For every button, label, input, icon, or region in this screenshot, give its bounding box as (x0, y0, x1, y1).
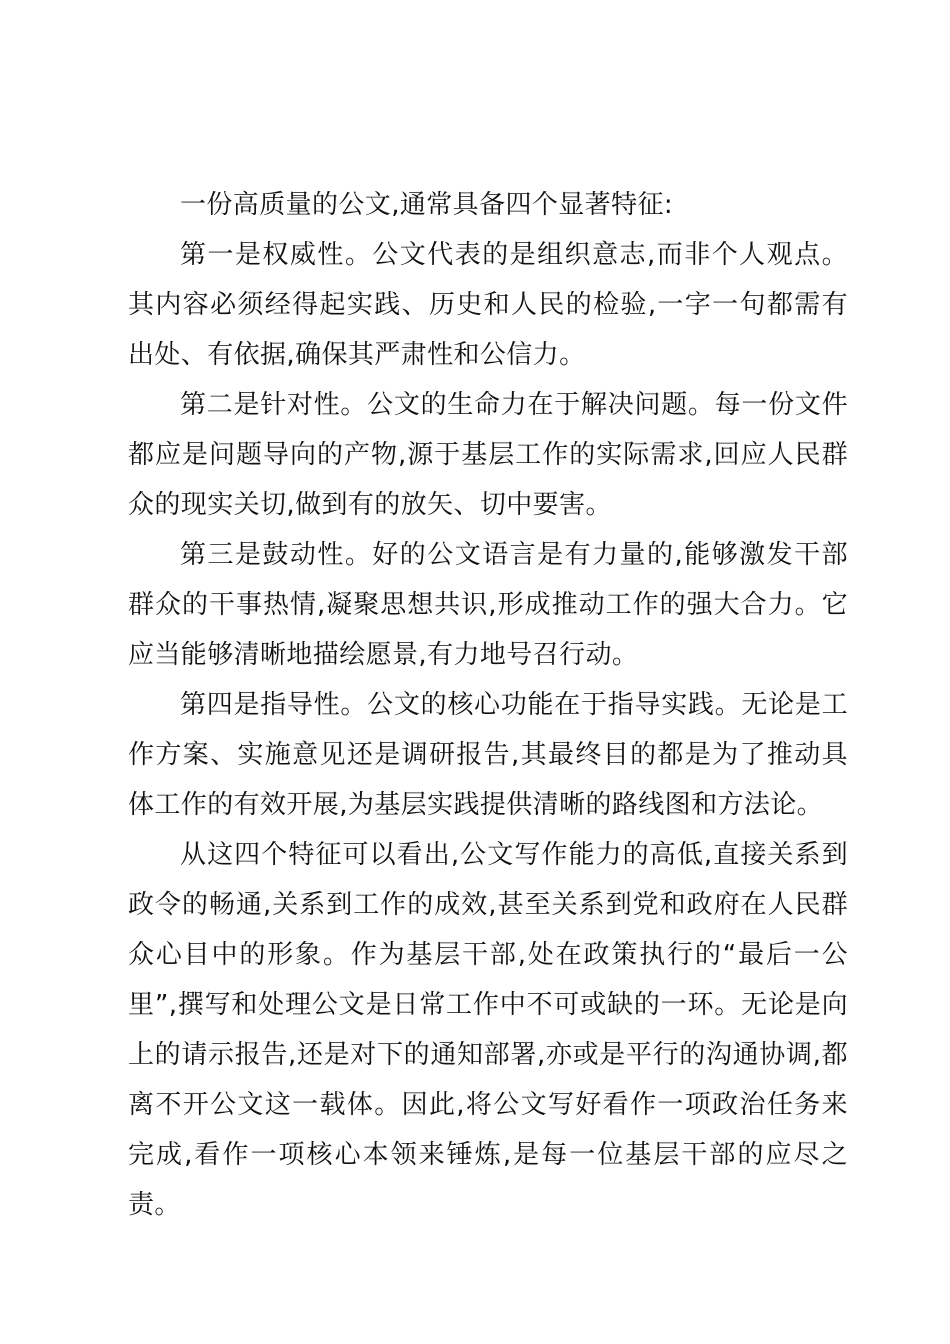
paragraph-pertinence: 第二是针对性。公文的生命力在于解决问题。每一份文件都应是问题导向的产物,源于基层工作的实际需求,回应人民群众的现实关切,做到有的放矢、切中要害。 (128, 390, 848, 520)
document-body (128, 180, 848, 1230)
paragraph-conclusion: 从这四个特征可以看出,公文写作能力的高低,直接关系到政令的畅通,关系到工作的成效,甚至关系到党和政府在人民群众心目中的形象。作为基层干部,处在政策执行的“最后一公里”,撰写和处理公文是日常工作中不可或缺的一环。无论是向上的请示报告,还是对下的通知部署,亦或是平行的沟通协调,都离不开公文这一载体。因此,将公文写好看作一项政治任务来完成,看作一项核心本领来锤炼,是每一位基层干部的应尽之责。 (128, 840, 848, 1220)
paragraph-guidance: 第四是指导性。公文的核心功能在于指导实践。无论是工作方案、实施意见还是调研报告,其最终目的都是为了推动具体工作的有效开展,为基层实践提供清晰的路线图和方法论。 (128, 690, 848, 820)
paragraph-intro: 一份高质量的公文,通常具备四个显著特征: (180, 190, 674, 220)
paragraph-authority: 第一是权威性。公文代表的是组织意志,而非个人观点。其内容必须经得起实践、历史和人民的检验,一字一句都需有出处、有依据,确保其严肃性和公信力。 (128, 240, 848, 370)
paragraph-inspiration: 第三是鼓动性。好的公文语言是有力量的,能够激发干部群众的干事热情,凝聚思想共识,形成推动工作的强大合力。它应当能够清晰地描绘愿景,有力地号召行动。 (128, 540, 848, 670)
